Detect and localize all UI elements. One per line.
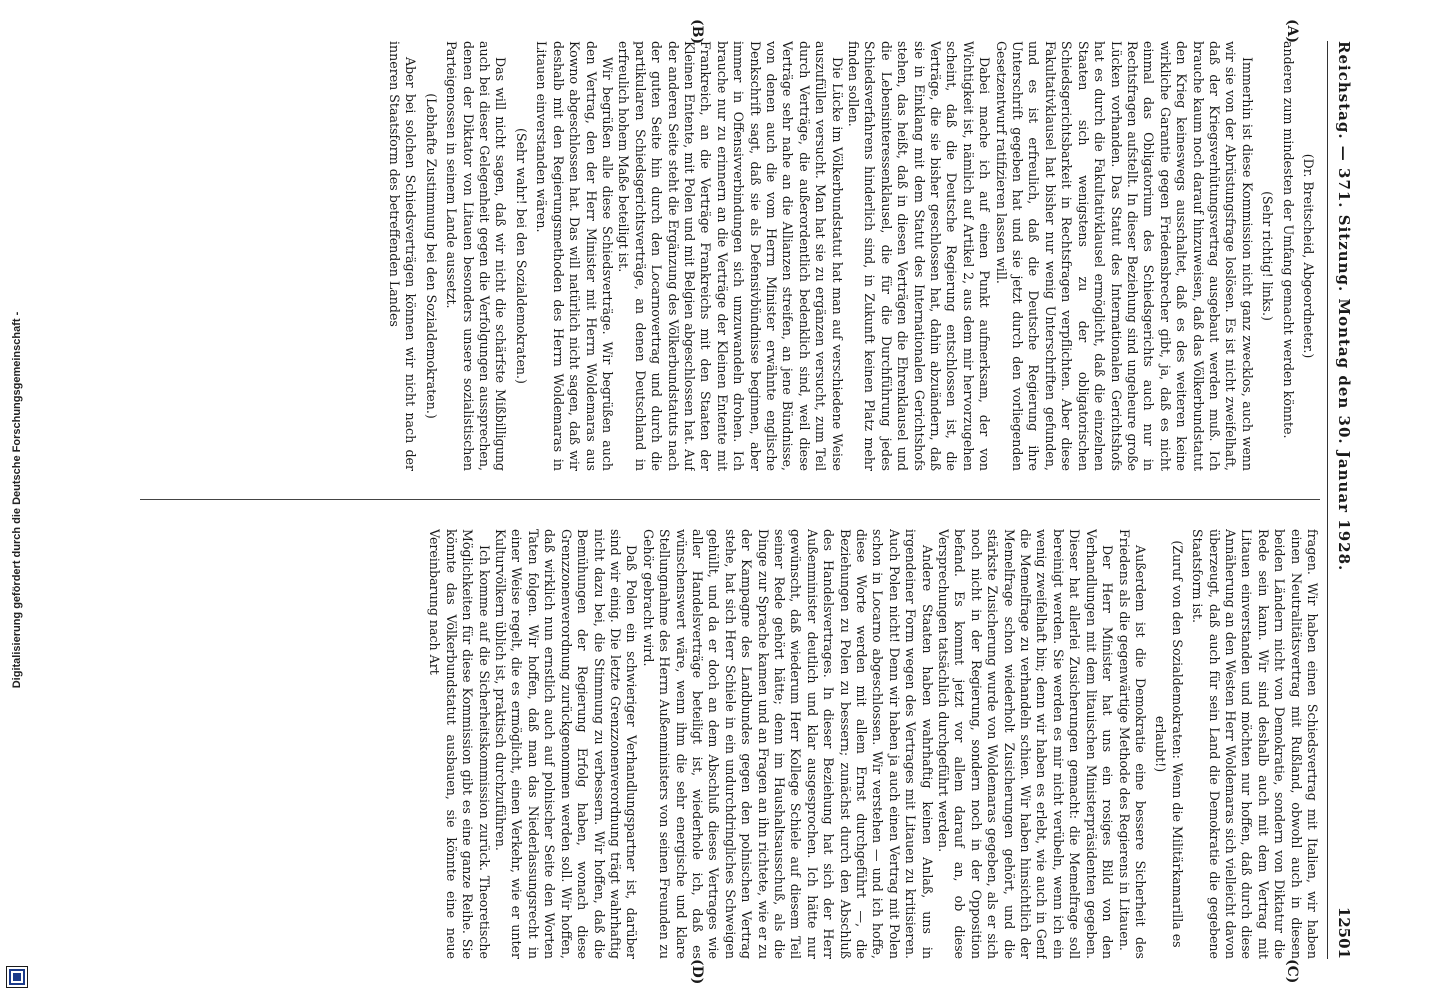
funding-notice: Digitalisierung gefördert durch die Deutsche Forschungsgemeinschaft - bbox=[11, 311, 23, 689]
page-header bbox=[1327, 41, 1360, 959]
paragraph: Außerdem ist die Demokratie eine bessere Sicherheit des Friedens als die gegenwärtige Methode des Regierens in Litauen. bbox=[1116, 529, 1148, 959]
paragraph: Andere Staaten haben wahrhaftig keinen Anlaß, uns in irgendeiner Form wegen des Vertrages mit Litauen zu kritisieren. Auch Polen nicht! Denn wir haben ja auch einen Vertrag mit Polen schon in Locarno abgeschlossen. Wir verstehen — und ich hoffe, diese Worte werden mit allem Ernst durchgeführt —, die Beziehungen zu Polen zu bessern; zunächst durch den Abschluß des Handelsvertrages. In dieser Beziehung hat sich der Herr Außenminister deutlich und klar ausgesprochen. Ich hätte nur gewünscht, daß wiederum Herr Kollege Schiele auf diesem Teil seiner Rede gehört hätte; denn im Haushaltsausschuß, als die Dinge zur Sprache kamen und an Fragen an ihn richtete, wie er zu der Kampagne des Landbundes gegen den polnischen Vertrag stehe, hat sich Herr Schiele in ein undurchdringliches Schweigen gehüllt, und da er doch an dem Abschluß dieses Vertrages wie aller Handelsverträge beteiligt ist, wiederhole ich, daß es wünschenswert wäre, wenn ihm die sehr energische und klare Stellungnahme des Herrn Außenministers von seinen Freunden zu Gehör gebracht wird. bbox=[640, 529, 935, 959]
right-column bbox=[135, 529, 1320, 959]
paragraph: Wir begrüßen alle diese Schiedsverträge. Wir begrüßen auch den Vertrag, den der Herr Minister mit Herrn Woldemaras aus Kowno abgeschlossen hat. Das will natürlich nicht sagen, daß wir deshalb mit den Regierungsmethoden des Herrn Woldemaras in Litauen einverstanden wären. bbox=[534, 41, 615, 471]
document-page bbox=[120, 19, 1360, 985]
speaker-line: (Dr. Breitscheid, Abgeordneter.) bbox=[1301, 153, 1316, 359]
interjection: (Lebhafte Zustimmung bei den Sozialdemokraten.) bbox=[423, 93, 439, 419]
dfg-logo bbox=[6, 966, 28, 988]
paragraph: Ich komme auf die Sicherheitskommission zurück. Theoretische Möglichkeiten für diese Kommission gibt es eine ganze Reihe. Sie könnte das Völkerbundstatut ausbauen, sie könnte eine neue Vereinbarung nach Art bbox=[427, 529, 492, 959]
funding-notice-strip bbox=[0, 0, 34, 1000]
paragraph: Das will nicht sagen, daß wir nicht die schärfste Mißbilligung auch bei dieser Gelegenheit gegen die Verfolgungen aussprechen, denen der Diktator von Litauen besonders unsere sozialistischen Parteigenossen in seinem Lande aussetzt. bbox=[444, 41, 509, 471]
margin-mark-a: (A) bbox=[1284, 19, 1300, 44]
paragraph: Die Lücke im Völkerbundstatut hat man auf verschiedene Weise auszufüllen versucht. Man hat sie zu ergänzen versucht, zum Teil durch Verträge, die außerordentlich bedenklich sind, weil diese Verträge sehr nahe an die Allianzen streifen, an jene Bündnisse, von denen auch die vom Herrn Minister erwähnte englische Denkschrift sagt, daß sie als Defensivbündnisse beginnen, aber immer in Offensivverbindungen sich umzuwandeln drohen. Ich brauche nur zu erinnern an die Verträge der Kleinen Entente mit Frankreich, an die Verträge Frankreichs mit den Staaten der Kleinen Entente, mit Polen und mit Belgien abgeschlossen hat. Auf der anderen Seite steht die Ergänzung des Völkerbundstatuts nach der guten Seite hin durch den Locarnovertrag und durch die partikularen Schiedsgerichtsverträge, an denen Deutschland in erfreulich hohem Maße beteiligt ist. bbox=[616, 41, 845, 471]
paragraph: fragen. Wir haben einen Schiedsvertrag mit Italien, wir haben einen Neutralitätsvertrag mit Rußland, obwohl auch in diesen beiden Ländern nicht von Demokratie, sondern von Diktatur die Rede sein kann. Wir sind deshalb auch mit dem Vertrag mit Litauen einverstanden und möchten nur hoffen, daß durch diese Annäherung an den Westen Herr Woldemaras sich vielleicht davon überzeugt, daß auch für sein Land die Demokratie die gegebene Staatsform ist. bbox=[1190, 529, 1320, 959]
paragraph: Dabei mache ich auf einen Punkt aufmerksam, der von Wichtigkeit ist, nämlich auf Artikel 2, aus dem mir hervorzugehen scheint, daß die Deutsche Regierung entschlossen ist, die Verträge, die sie bisher geschlossen hat, dahin abzuändern, daß sie in Einklang mit dem Statut des Internationalen Gerichtshofs stehen, das heißt, daß in diesen Verträgen die Ehrenklausel und die Lebensinteressenklausel, die für die Durchführung jedes Schiedsverfahrens hinderlich sind, in Zukunft keinen Platz mehr finden sollen. bbox=[846, 41, 993, 471]
margin-mark-c: (C) bbox=[1284, 959, 1300, 984]
page-header-title: Reichstag. — 371. Sitzung. Montag den 30. Januar 1928. bbox=[1335, 41, 1353, 572]
interjection: (Sehr wahr! bei den Sozialdemokraten.) bbox=[513, 128, 529, 384]
paragraph: Daß Polen ein schwieriger Verhandlungspartner ist, darüber sind wir einig. Die letzte Grenzzonenverordnung trägt wahrhaftig nicht dazu bei, die Stimmung zu verbessern. Wir hoffen, daß die Bemühungen der Regierung Erfolg haben, wonach diese Grenzzonenverordnung zurückgenommen werden soll. Wir hoffen, daß wirklich nun ernstlich auch auf polnischer Seite den Worten Taten folgen. Wir hoffen, daß man das Niederlassungsrecht in einer Weise regelt, die es ermöglicht, einen Verkehr, wie er unter Kulturvölkern üblich ist, praktisch durchzuführen. bbox=[493, 529, 640, 959]
left-column bbox=[135, 41, 1320, 471]
paragraph: Immerhin ist diese Kommission nicht ganz zwecklos, auch wenn wir sie von der Abrüstungsfrage loslösen. Es ist nicht zweifelhaft, daß der Kriegsverhütungsvertrag ausgebaut werden muß. Ich brauche kaum noch darauf hinzuweisen, daß das Völkerbundstatut den Krieg keineswegs ausschaltet, daß es des weiteren keine wirkliche Garantie gegen Friedensbrecher gibt, ja, daß es nicht einmal das Obligatorium des Schiedsgerichts auch nur in Rechtsfragen aufstellt. In dieser Beziehung sind ungeheure große Lücken vorhanden. Das Statut des Internationalen Gerichtshofs hat es durch die Fakultativklausel ermöglicht, daß die einzelnen Staaten sich wenigstens zu der obligatorischen Schiedsgerichtsbarkeit in Rechtsfragen verpflichten. Aber diese Fakultativklausel hat bisher nur wenig Unterschriften gefunden, und es ist erfreulich, daß die Deutsche Regierung ihre Unterschrift gegeben hat und sie jetzt durch den vorliegenden Gesetzentwurf ratifizieren lassen will. bbox=[993, 41, 1255, 471]
column-divider bbox=[140, 499, 1320, 500]
margin-mark-d: (D) bbox=[689, 959, 705, 985]
paragraph: Der Herr Minister hat uns ein rosiges Bild von den Verhandlungen mit dem litauischen Ministerpräsidenten gegeben. Dieser hat allerlei Zusicherungen gemacht: die Memelfrage soll bereinigt werden. Sie werden es mir nicht verübeln, wenn ich ein wenig zweifelhaft bin; denn wir haben es erlebt, wie auch in Genf die Memelfrage zu verhandeln schien. Wir haben hinsichtlich der Memelfrage schon wiederholt Zusicherungen gehört, und die stärkste Zusicherung wurde von Woldemaras gegeben, als er sich noch nicht in der Regierung, sondern noch in der Opposition befand. Es kommt jetzt vor allem darauf an, ob diese Versprechungen tatsächlich durchgeführt werden. bbox=[936, 529, 1116, 959]
paragraph: anderen zum mindesten der Umfang gemacht werden könnte. bbox=[1280, 41, 1296, 439]
interjection: (Zuruf von den Sozialdemokraten: Wenn die Militärkamarilla es erlaubt!) bbox=[1153, 540, 1185, 948]
margin-mark-b: (B) bbox=[689, 19, 705, 45]
dfg-logo-icon bbox=[8, 968, 26, 986]
scanned-page-area bbox=[70, 15, 1410, 985]
page-number: 12501 bbox=[1335, 906, 1353, 959]
paragraph: Aber bei solchen Schiedsverträgen können wir nicht nach der inneren Staatsform des betreffenden Landes bbox=[387, 41, 419, 471]
interjection: (Sehr richtig! links.) bbox=[1260, 191, 1276, 321]
